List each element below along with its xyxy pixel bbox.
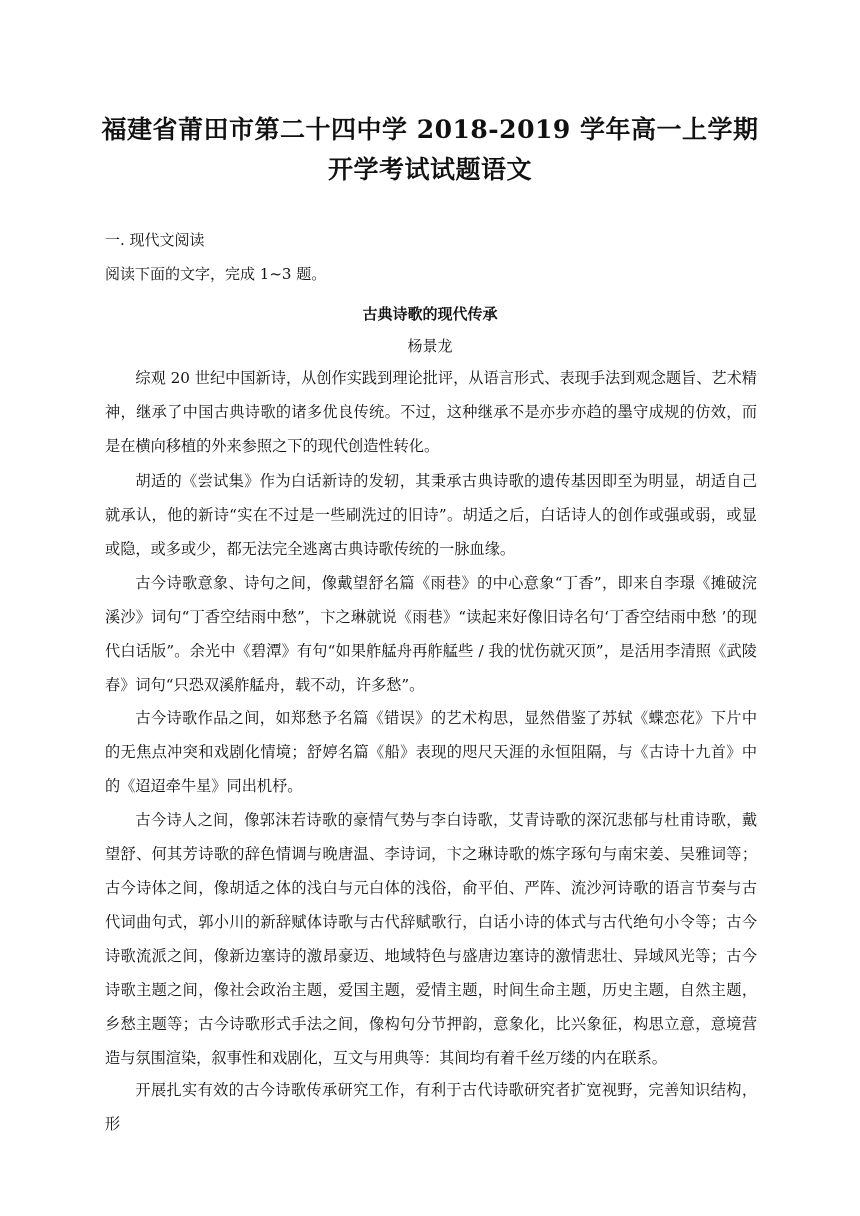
article-title: 古典诗歌的现代传承 [362,305,498,323]
article-paragraph: 综观 20 世纪中国新诗，从创作实践到理论批评，从语言形式、表现手法到观念题旨、艺术精神，继承了中国古典诗歌的诸多优良传统。不过，这种继承不是亦步亦趋的墨守成规的仿效，而是在横向移植的外来参照之下的现代创造性转化。 [105,369,757,455]
document-title-line-2: 开学考试试题语文 [327,155,532,184]
article-paragraph: 开展扎实有效的古今诗歌传承研究工作，有利于古代诗歌研究者扩宽视野，完善知识结构，形 [105,1081,757,1133]
article-paragraph: 古今诗歌作品之间，如郑愁予名篇《错误》的艺术构思，显然借鉴了苏轼《蝶恋花》下片中的无焦点冲突和戏剧化情境；舒婷名篇《船》表现的咫尺天涯的永恒阻隔，与《古诗十九首》中的《迢迢牵牛星》同出机杼。 [105,709,757,795]
article-author: 杨景龙 [407,337,453,355]
reading-instruction: 阅读下面的文字，完成 1~3 题。 [105,265,327,283]
section-heading: 一. 现代文阅读 [105,231,205,249]
article-paragraph: 胡适的《尝试集》作为白话新诗的发轫，其秉承古典诗歌的遗传基因即至为明显，胡适自己就承认，他的新诗“实在不过是一些刷洗过的旧诗”。胡适之后，白话诗人的创作或强或弱，或显或隐，或多或少，都无法完全逃离古典诗歌传统的一脉血缘。 [105,472,757,558]
document-title-line-1: 福建省莆田市第二十四中学 2018-2019 学年高一上学期 [101,115,759,144]
article-paragraph: 古今诗歌意象、诗句之间，像戴望舒名篇《雨巷》的中心意象“丁香”，即来自李璟《摊破浣溪沙》词句“丁香空结雨中愁”，卞之琳就说《雨巷》“读起来好像旧诗名句‘丁香空结雨中愁 ’的现代白话版”。余光中《碧潭》有句“如果舴艋舟再舴艋些 / 我的忧伤就灭顶”，是活用李清照《武陵春》词句“只恐双溪舴艋舟，载不动，许多愁”。 [105,574,757,694]
article-paragraph: 古今诗人之间，像郭沫若诗歌的豪情气势与李白诗歌，艾青诗歌的深沉悲郁与杜甫诗歌，戴望舒、何其芳诗歌的辞色情调与晚唐温、李诗词，卞之琳诗歌的炼字琢句与南宋姜、吴雅词等；古今诗体之间，像胡适之体的浅白与元白体的浅俗，俞平伯、严阵、流沙河诗歌的语言节奏与古代词曲句式，郭小川的新辞赋体诗歌与古代辞赋歌行，白话小诗的体式与古代绝句小令等；古今诗歌流派之间，像新边塞诗的激昂豪迈、地域特色与盛唐边塞诗的激情悲壮、异域风光等；古今诗歌主题之间，像社会政治主题，爱国主题，爱情主题，时间生命主题，历史主题，自然主题，乡愁主题等；古今诗歌形式手法之间，像构句分节押韵，意象化，比兴象征，构思立意，意境营造与氛围渲染，叙事性和戏剧化，互文与用典等：其间均有着千丝万缕的内在联系。 [105,811,757,1067]
